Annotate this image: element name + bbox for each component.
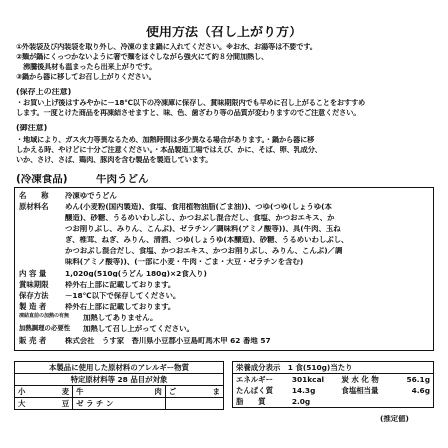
allergy-cell: 豆: [44, 398, 73, 410]
usage-line-1: ①外装袋及び内装袋を取り外し、冷凍のまま鍋に入れてください。※お水、お湯等は不要です。: [16, 43, 317, 51]
ingredient-label-box: [14, 187, 434, 351]
nutrition-note: (推定値): [380, 415, 409, 423]
allergy-title: 本製品に使用した原材料のアレルギー物質: [15, 362, 224, 374]
product-name: 牛肉うどん: [96, 174, 149, 185]
nutrition-row: [233, 374, 434, 386]
label-key-heated-before-freezing: 凍結直前の加熱の有無: [19, 313, 70, 319]
allergy-cell: ゼ ラ チ ン: [73, 398, 166, 410]
label-ingredients-line-5: かつおぶし混合だし、食塩、かつおエキス、かつお削りぶし、みりん、こんぶ)／調: [65, 247, 343, 255]
product-category: (冷凍食品): [16, 174, 68, 185]
caution-line-3: いか、さけ、さば、鶏肉、豚肉を含む製品を製造しています。: [16, 156, 213, 164]
nutrition-row: [233, 396, 434, 408]
nutrition-cell: 2.0g: [289, 396, 339, 408]
allergy-cell: 牛: [73, 386, 119, 398]
nutrition-cell: 14.3g: [291, 386, 316, 395]
caution-heading: (御注意): [16, 124, 48, 132]
nutrition-cell: [338, 396, 394, 408]
label-ingredients-line-2: 醸造)、砂糖、うるめいわしぶし、かつおぶし混合だし、食塩、かつおエキス、か: [65, 214, 335, 222]
nutrition-cell: 食塩相当量: [341, 386, 379, 395]
allergy-subtitle: 特定原材料等 28 品目が対象: [15, 374, 224, 386]
nutrition-cell: 56.1g: [395, 374, 434, 386]
label-value-best-before: 枠外右上部に記載しております。: [65, 281, 176, 289]
label-key-content: 内 容 量: [19, 269, 47, 278]
nutrition-cell: [395, 396, 434, 408]
label-value-cooking-required: 加熱して召し上がってください。: [83, 325, 194, 333]
usage-line-3: 沸騰後具材も温まったら出来上がりです。: [16, 63, 157, 71]
nutrition-title: 栄養成分表示 1 食(510g)当たり: [233, 362, 434, 374]
label-ingredients-line-1: めん(小麦粉(国内製造)、食塩、食用植物油脂(ごま油))、つゆ(つゆ(しょうゆ(本: [65, 203, 332, 211]
nutrition-cell: エネルギー: [233, 374, 289, 386]
allergy-cell: [165, 398, 223, 410]
usage-line-2: ②麺が鍋にくっつかないように箸で麺をほぐしながら強火にて約８分間加熱し、: [16, 53, 269, 61]
label-value-name: 冷凍ゆでうどん: [65, 192, 117, 200]
label-key-best-before: 賞味期限: [19, 280, 49, 289]
usage-line-4: ③鍋から器に移してお召し上がりください。: [16, 73, 156, 81]
label-value-manufacturer: 枠外右上部に記載しております。: [65, 303, 176, 311]
label-key-cooking-required: 加熱調理の必要性: [19, 324, 71, 332]
label-ingredients-line-4: ぎ、椎茸、ねぎ、みりん、清酒、つゆ(しょうゆ(本醸造)、砂糖、うるめいわしぶし、: [65, 236, 349, 244]
nutrition-cell: 炭 水 化 物: [338, 374, 394, 386]
allergy-table: [14, 361, 224, 410]
label-ingredients-line-6: 味料(アミノ酸等))、(一部に小麦・牛肉・ごま・大豆・ゼラチンを含む): [65, 258, 304, 266]
nutrition-row: [233, 385, 434, 396]
caution-line-2: しかえる時、やけどに十分ご注意ください。・本品製造工場ではえび、かに、そば、卵、乳成分、: [16, 146, 322, 154]
storage-line-2: します。一度とけた商品を再凍結させますと、味、色、歯ざわり等の品質が変わりますのでご注意ください。: [16, 109, 361, 117]
label-value-seller: 株式会社 うす家 香川県小豆郡小豆島町馬木甲 62 番地 57: [65, 337, 271, 345]
allergy-cell: 肉: [119, 386, 165, 398]
usage-title: 使用方法（召し上がり方）: [145, 26, 302, 39]
label-key-seller: 販 売 者: [19, 336, 47, 345]
label-value-storage: －18℃以下で保存してください。: [65, 292, 181, 300]
allergy-cell: 麦: [44, 386, 73, 398]
allergy-cell: 大: [15, 398, 44, 410]
caution-line-1: ・地域により、ガス火力等異なるため、加熱時間は多少異なる場合があります。・鍋から器に移: [16, 136, 315, 144]
nutrition-cell: 301kcal: [289, 374, 339, 386]
storage-heading: (保存上の注意): [16, 88, 72, 96]
label-key-storage: 保存方法: [19, 291, 49, 300]
label-key-manufacturer: 製 造 者: [19, 302, 47, 311]
nutrition-cell: 脂 質: [233, 396, 289, 408]
allergy-cell: ご: [165, 386, 194, 398]
label-value-content: 1,020g(510g(うどん 180g)×2食入り): [65, 270, 207, 278]
label-value-heated-before-freezing: 加熱してありません。: [83, 314, 158, 322]
nutrition-cell: 4.6g: [395, 385, 434, 396]
label-key-ingredients: 原材料名: [19, 202, 49, 211]
allergy-row: [15, 386, 224, 398]
allergy-row: [15, 398, 224, 410]
nutrition-table: [232, 361, 434, 408]
label-ingredients-line-3: つお削りぶし、みりん、こんぶ)、ゼラチン／調味料(アミノ酸等))、具(牛肉、玉ね: [65, 225, 341, 233]
nutrition-cell: たんぱく質: [233, 385, 289, 396]
allergy-cell: 小: [15, 386, 44, 398]
allergy-cell: ま: [194, 386, 223, 398]
storage-line-1: ・お買い上げ後はすみやかに－18℃以下の冷凍庫に保存し、賞味期限内でも早めに召し上がることをおすすめ: [16, 99, 366, 107]
label-key-name: 名 称: [19, 191, 49, 200]
